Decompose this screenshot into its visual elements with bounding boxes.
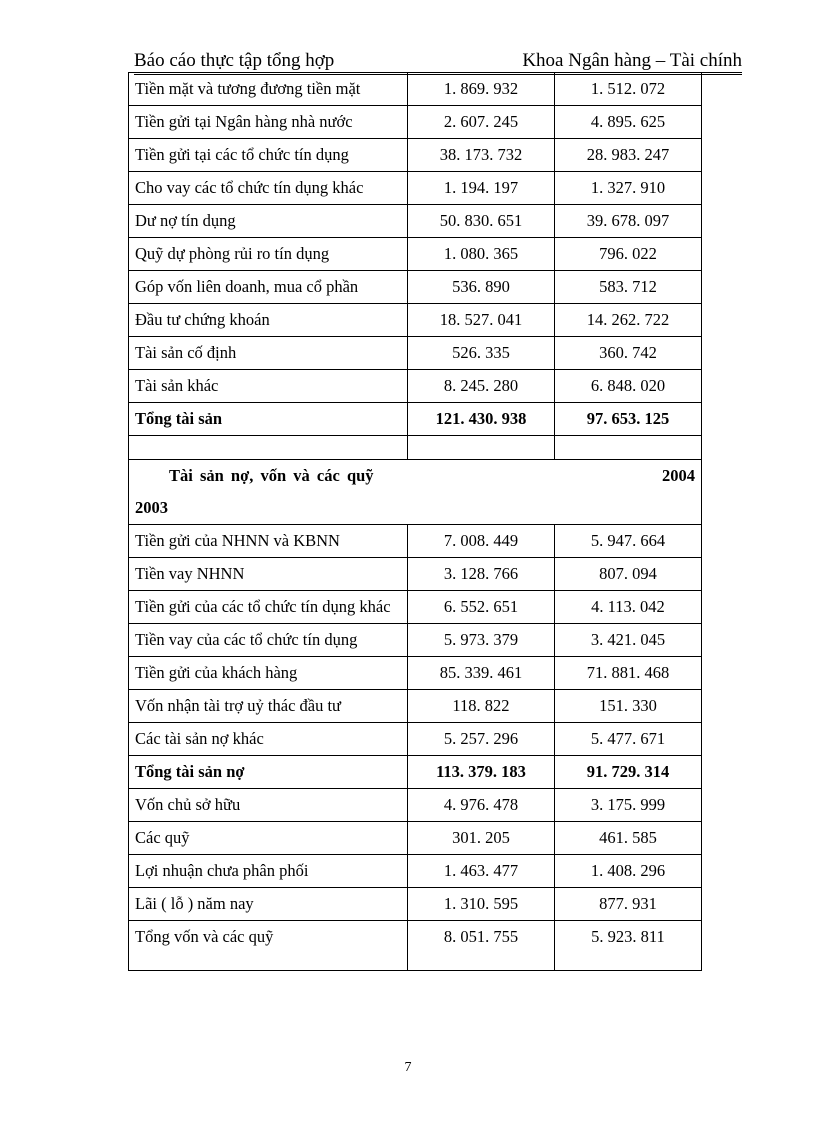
value-2004: 18. 527. 041 — [408, 304, 555, 337]
value-2003: 807. 094 — [555, 558, 702, 591]
value-2003: 5. 947. 664 — [555, 525, 702, 558]
value-2004: 6. 552. 651 — [408, 591, 555, 624]
table-row — [129, 888, 702, 921]
report-title: Báo cáo thực tập tổng hợp — [134, 50, 335, 71]
table-row — [129, 558, 702, 591]
value-2004: 5. 257. 296 — [408, 723, 555, 756]
value-2003: 5. 923. 811 — [555, 921, 702, 971]
table-row — [129, 370, 702, 403]
value-2003: 4. 113. 042 — [555, 591, 702, 624]
row-label: Tài sản khác — [129, 370, 408, 403]
value-2003: 3. 421. 045 — [555, 624, 702, 657]
section-label: Tài sản nợ, vốn và các quỹ — [169, 466, 374, 485]
row-label: Vốn chủ sở hữu — [129, 789, 408, 822]
value-2004: 1. 869. 932 — [408, 73, 555, 106]
row-label: Tài sản cố định — [129, 337, 408, 370]
value-2004: 5. 973. 379 — [408, 624, 555, 657]
value-2004: 526. 335 — [408, 337, 555, 370]
value-2003: 877. 931 — [555, 888, 702, 921]
value-2003: 151. 330 — [555, 690, 702, 723]
value-2003: 97. 653. 125 — [555, 403, 702, 436]
value-2003: 71. 881. 468 — [555, 657, 702, 690]
row-label: Tiền vay NHNN — [129, 558, 408, 591]
value-2004: 118. 822 — [408, 690, 555, 723]
value-2004: 38. 173. 732 — [408, 139, 555, 172]
value-2003: 1. 408. 296 — [555, 855, 702, 888]
table-row — [129, 106, 702, 139]
row-label: Vốn nhận tài trợ uỷ thác đầu tư — [129, 690, 408, 723]
year-2004: 2004 — [662, 466, 695, 485]
table-row — [129, 205, 702, 238]
row-label: Tiền gửi của khách hàng — [129, 657, 408, 690]
value-2003: 6. 848. 020 — [555, 370, 702, 403]
value-2004: 1. 310. 595 — [408, 888, 555, 921]
row-label: Tổng tài sản nợ — [129, 756, 408, 789]
table-row — [129, 624, 702, 657]
value-2004: 121. 430. 938 — [408, 403, 555, 436]
value-2004: 113. 379. 183 — [408, 756, 555, 789]
empty-row — [129, 436, 702, 460]
table-row — [129, 822, 702, 855]
year-2003: 2003 — [135, 498, 168, 517]
value-2003: 5. 477. 671 — [555, 723, 702, 756]
table-row — [129, 238, 702, 271]
value-2003: 360. 742 — [555, 337, 702, 370]
section-header — [129, 460, 702, 525]
table-row — [129, 789, 702, 822]
value-2003: 3. 175. 999 — [555, 789, 702, 822]
table-row — [129, 304, 702, 337]
row-label: Tổng tài sản — [129, 403, 408, 436]
value-2004: 4. 976. 478 — [408, 789, 555, 822]
value-2004: 8. 245. 280 — [408, 370, 555, 403]
value-2004: 1. 194. 197 — [408, 172, 555, 205]
row-label: Lãi ( lỗ ) năm nay — [129, 888, 408, 921]
table-row — [129, 525, 702, 558]
value-2003: 14. 262. 722 — [555, 304, 702, 337]
value-2003: 1. 327. 910 — [555, 172, 702, 205]
value-2003: 1. 512. 072 — [555, 73, 702, 106]
row-label: Đầu tư chứng khoán — [129, 304, 408, 337]
row-label: Tiền gửi của NHNN và KBNN — [129, 525, 408, 558]
row-label: Các tài sản nợ khác — [129, 723, 408, 756]
value-2004: 536. 890 — [408, 271, 555, 304]
table-row — [129, 139, 702, 172]
row-label: Lợi nhuận chưa phân phối — [129, 855, 408, 888]
balance-sheet-table — [128, 72, 702, 971]
value-2004: 7. 008. 449 — [408, 525, 555, 558]
value-2004: 85. 339. 461 — [408, 657, 555, 690]
faculty-name: Khoa Ngân hàng – Tài chính — [522, 50, 742, 71]
table-row — [129, 690, 702, 723]
page-number: 7 — [404, 1060, 412, 1075]
value-2003: 28. 983. 247 — [555, 139, 702, 172]
table-row — [129, 271, 702, 304]
value-2003: 796. 022 — [555, 238, 702, 271]
table-row — [129, 723, 702, 756]
table-row — [129, 921, 702, 971]
row-label: Tiền mặt và tương đương tiền mặt — [129, 73, 408, 106]
value-2004: 50. 830. 651 — [408, 205, 555, 238]
section-header-row — [129, 460, 702, 525]
total-liabilities-row — [129, 756, 702, 789]
table-row — [129, 657, 702, 690]
value-2004: 301. 205 — [408, 822, 555, 855]
total-assets-row — [129, 403, 702, 436]
row-label: Góp vốn liên doanh, mua cổ phần — [129, 271, 408, 304]
value-2004: 3. 128. 766 — [408, 558, 555, 591]
table-row — [129, 855, 702, 888]
value-2004: 2. 607. 245 — [408, 106, 555, 139]
row-label: Các quỹ — [129, 822, 408, 855]
row-label: Tiền gửi tại các tổ chức tín dụng — [129, 139, 408, 172]
value-2003: 91. 729. 314 — [555, 756, 702, 789]
row-label: Quỹ dự phòng rủi ro tín dụng — [129, 238, 408, 271]
value-2003: 461. 585 — [555, 822, 702, 855]
table-row — [129, 337, 702, 370]
row-label: Cho vay các tổ chức tín dụng khác — [129, 172, 408, 205]
row-label: Tổng vốn và các quỹ — [129, 921, 408, 971]
row-label: Dư nợ tín dụng — [129, 205, 408, 238]
row-label: Tiền gửi của các tổ chức tín dụng khác — [129, 591, 408, 624]
value-2003: 583. 712 — [555, 271, 702, 304]
value-2003: 4. 895. 625 — [555, 106, 702, 139]
row-label: Tiền vay của các tổ chức tín dụng — [129, 624, 408, 657]
value-2003: 39. 678. 097 — [555, 205, 702, 238]
value-2004: 1. 080. 365 — [408, 238, 555, 271]
page-header — [134, 48, 742, 75]
value-2004: 1. 463. 477 — [408, 855, 555, 888]
table-row — [129, 73, 702, 106]
row-label: Tiền gửi tại Ngân hàng nhà nước — [129, 106, 408, 139]
value-2004: 8. 051. 755 — [408, 921, 555, 971]
table-row — [129, 172, 702, 205]
table-row — [129, 591, 702, 624]
